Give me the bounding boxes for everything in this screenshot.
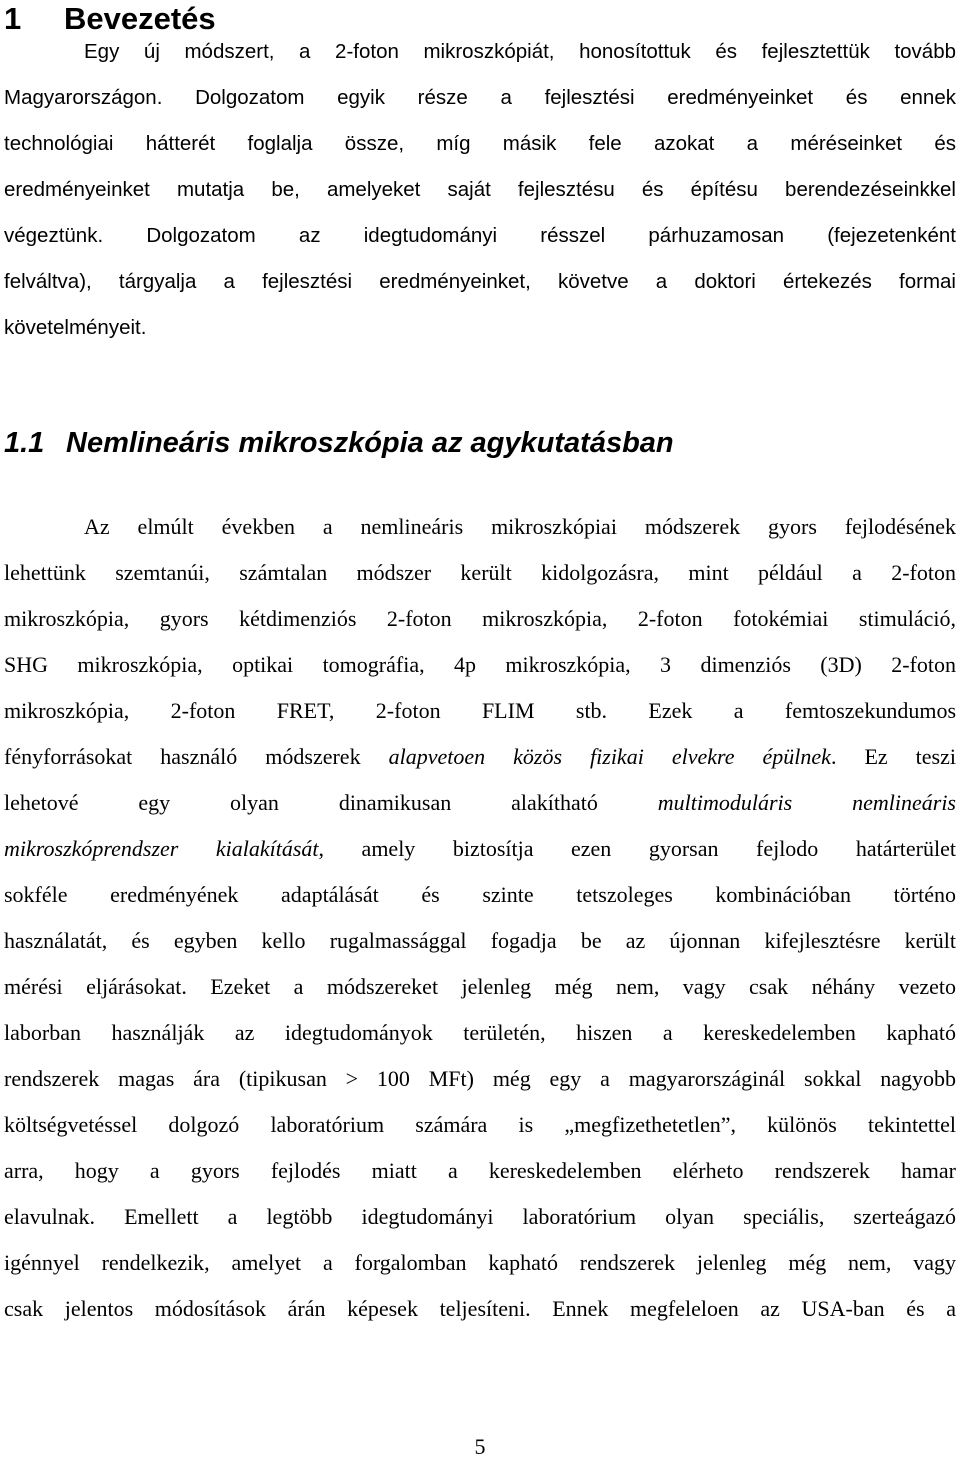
body-line: Az elmúlt években a nemlineáris mikroszkópiai módszerek gyors fejlodésének	[84, 514, 956, 539]
body-line	[4, 742, 956, 772]
body-line	[4, 788, 956, 818]
body-text: . Ez teszi	[830, 744, 956, 769]
body-text: lehetové egy olyan dinamikusan alakítható	[4, 790, 598, 815]
emphasis-text: alapvetoen közös fizikai elvekre épülnek	[388, 744, 831, 769]
body-line: sokféle eredményének adaptálását és szinte tetszoleges kombinációban történo	[4, 882, 956, 907]
section-number: 1.1	[4, 427, 45, 459]
intro-line: technológiai hátterét foglalja össze, míg másik fele azokat a méréseinket és	[4, 132, 956, 155]
body-line: rendszerek magas ára (tipikusan > 100 MFt) még egy a magyarországinál sokkal nagyobb	[4, 1066, 956, 1091]
body-line: használatát, és egyben kello rugalmassággal fogadja be az újonnan kifejlesztésre került	[4, 928, 956, 953]
chapter-number: 1	[4, 1, 22, 36]
intro-line: Egy új módszert, a 2-foton mikroszkópiát, honosítottuk és fejlesztettük tovább	[84, 40, 956, 63]
section-title: Nemlineáris mikroszkópia az agykutatásban	[66, 427, 674, 459]
body-line: mikroszkópia, 2-foton FRET, 2-foton FLIM stb. Ezek a femtoszekundumos	[4, 698, 956, 723]
emphasis-text: mikroszkóprendszer kialakítását	[4, 836, 319, 861]
page-number: 5	[474, 1434, 486, 1459]
intro-line: felváltva), tárgyalja a fejlesztési eredményeinket, követve a doktori értekezés formai	[4, 270, 956, 293]
body-line: lehettünk szemtanúi, számtalan módszer került kidolgozásra, mint például a 2-foton	[4, 560, 956, 585]
intro-line: Magyarországon. Dolgozatom egyik része a fejlesztési eredményeinket és ennek	[4, 86, 956, 109]
body-line: mikroszkópia, gyors kétdimenziós 2-foton mikroszkópia, 2-foton fotokémiai stimuláció,	[4, 606, 956, 631]
body-line: igénnyel rendelkezik, amelyet a forgalomban kapható rendszerek jelenleg még nem, vagy	[4, 1250, 956, 1275]
body-text: fényforrásokat használó módszerek	[4, 744, 361, 769]
body-text: , amely biztosítja ezen gyorsan fejlodo határterület	[318, 836, 956, 861]
body-line: elavulnak. Emellett a legtöbb idegtudományi laboratórium olyan speciális, szerteágazó	[4, 1204, 956, 1229]
body-line: mérési eljárásokat. Ezeket a módszereket jelenleg még nem, vagy csak néhány vezeto	[4, 974, 956, 999]
body-line: laborban használják az idegtudományok területén, hiszen a kereskedelemben kapható	[4, 1020, 956, 1045]
body-line	[4, 834, 956, 864]
body-line: arra, hogy a gyors fejlodés miatt a kereskedelemben elérheto rendszerek hamar	[4, 1158, 956, 1183]
chapter-heading	[4, 0, 216, 38]
emphasis-text: multimoduláris nemlineáris	[657, 790, 956, 815]
chapter-title: Bevezetés	[64, 1, 216, 36]
intro-line: végeztünk. Dolgozatom az idegtudományi résszel párhuzamosan (fejezetenként	[4, 224, 956, 247]
intro-line: eredményeinket mutatja be, amelyeket saját fejlesztésu és építésu berendezéseinkkel	[4, 178, 956, 201]
intro-line: követelményeit.	[4, 316, 147, 339]
body-line: csak jelentos módosítások árán képesek teljesíteni. Ennek megfeleloen az USA-ban és a	[4, 1296, 956, 1321]
body-line: költségvetéssel dolgozó laboratórium számára is „megfizethetetlen”, különös tekintettel	[4, 1112, 956, 1137]
body-line: SHG mikroszkópia, optikai tomográfia, 4p mikroszkópia, 3 dimenziós (3D) 2-foton	[4, 652, 956, 677]
section-heading	[4, 423, 674, 463]
